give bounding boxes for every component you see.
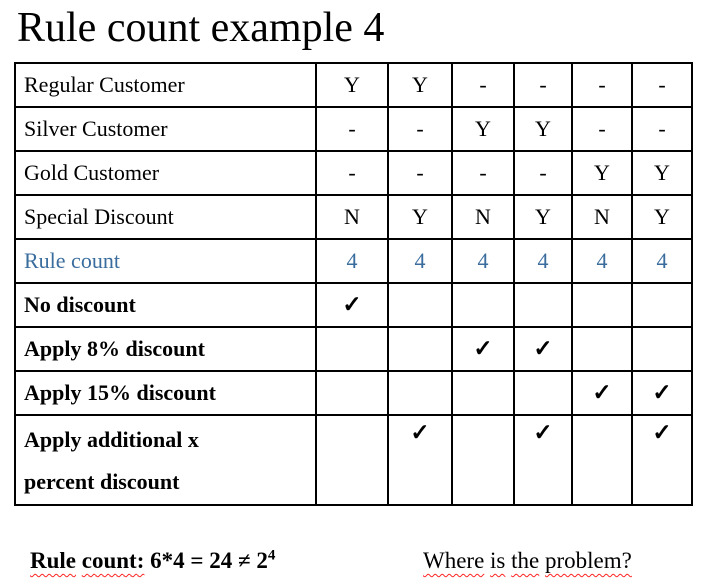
table-row-special-discount [15,195,692,239]
row-label [15,415,316,505]
table-cell: Y [388,195,452,239]
table-cell [572,327,632,371]
checkmark-cell: ✓ [632,415,692,505]
question-word: Where [423,548,485,573]
table-cell: - [388,107,452,151]
table-cell: N [452,195,514,239]
table-cell: - [572,63,632,107]
table-cell [452,371,514,415]
checkmark-cell: ✓ [514,327,572,371]
table-cell [452,283,514,327]
table-cell: N [572,195,632,239]
table-cell: - [514,63,572,107]
row-label: No discount [15,283,316,327]
question-word: problem? [545,548,632,573]
table-cell: - [316,107,388,151]
table-cell: Y [514,195,572,239]
table-cell: - [572,107,632,151]
rule-count-summary [30,548,275,574]
table-cell: Y [452,107,514,151]
table-cell: Y [632,151,692,195]
table-cell [572,415,632,505]
table-row-apply-15-discount [15,371,692,415]
table-cell: 4 [452,239,514,283]
summary-word: count: [81,548,145,573]
table-cell: 4 [514,239,572,283]
decision-table [14,62,693,506]
table-cell [388,371,452,415]
table-cell: - [632,63,692,107]
row-label-text: Apply additional x percent discount [24,427,199,494]
table-cell: Y [632,195,692,239]
table-cell: N [316,195,388,239]
summary-word: Rule [30,548,76,573]
table-row-rule-count [15,239,692,283]
checkmark-cell: ✓ [452,327,514,371]
table-cell: - [452,63,514,107]
table-cell [452,415,514,505]
page-title: Rule count example 4 [17,5,385,51]
row-label: Regular Customer [15,63,316,107]
table-cell [316,327,388,371]
table-cell: Y [572,151,632,195]
table-cell [316,415,388,505]
row-label: Special Discount [15,195,316,239]
table-cell: - [452,151,514,195]
table-cell: 4 [632,239,692,283]
table-cell: Y [316,63,388,107]
checkmark-cell: ✓ [514,415,572,505]
table-row-gold-customer [15,151,692,195]
checkmark-cell: ✓ [316,283,388,327]
checkmark-cell: ✓ [632,371,692,415]
table-cell: 4 [316,239,388,283]
table-cell [514,283,572,327]
problem-question [423,548,632,574]
checkmark-cell: ✓ [572,371,632,415]
question-word: the [511,548,540,573]
table-cell [388,283,452,327]
table-cell: Y [514,107,572,151]
table-cell: Y [388,63,452,107]
table-cell [316,371,388,415]
table-row-apply-additional-discount [15,415,692,505]
table-cell: - [514,151,572,195]
table-row-no-discount [15,283,692,327]
row-label: Apply 8% discount [15,327,316,371]
question-word: is [490,548,506,573]
table-cell: - [316,151,388,195]
row-label: Rule count [15,239,316,283]
table-cell [388,327,452,371]
row-label: Apply 15% discount [15,371,316,415]
table-cell [514,371,572,415]
table-row-regular-customer [15,63,692,107]
table-cell: 4 [388,239,452,283]
summary-exponent: 4 [267,547,276,564]
checkmark-cell: ✓ [388,415,452,505]
table-cell [572,283,632,327]
table-row-silver-customer [15,107,692,151]
table-cell [632,283,692,327]
row-label: Gold Customer [15,151,316,195]
row-label: Silver Customer [15,107,316,151]
table-cell: 4 [572,239,632,283]
table-cell: - [388,151,452,195]
table-cell [632,327,692,371]
table-row-apply-8-discount [15,327,692,371]
summary-expression: 6*4 = 24 ≠ 2 [150,548,268,573]
table-cell: - [632,107,692,151]
